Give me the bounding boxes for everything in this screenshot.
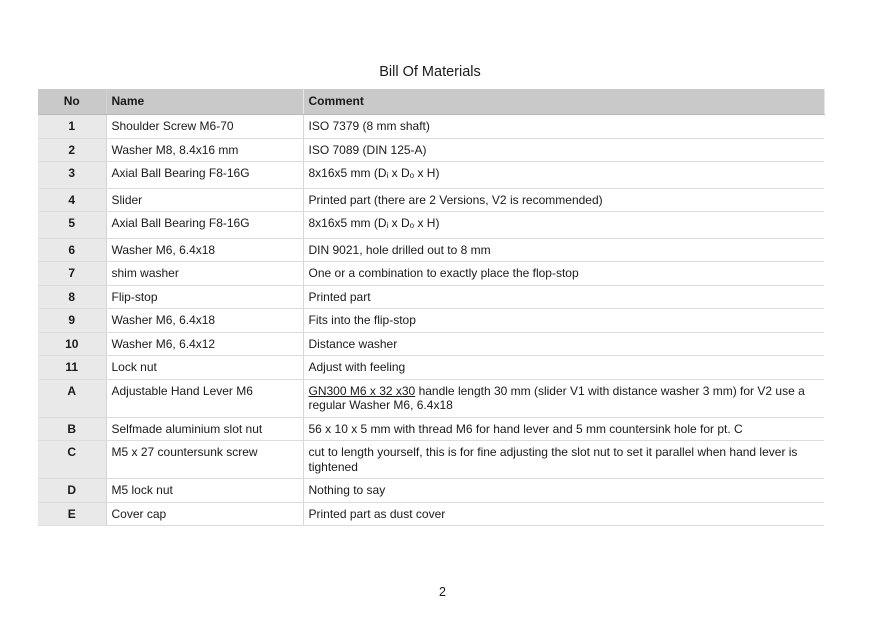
table-row — [38, 115, 824, 139]
comment-text: Distance washer — [308, 336, 398, 351]
item-comment — [303, 188, 824, 212]
comment-text: Fits into the flip-stop — [308, 313, 416, 327]
item-number: E — [38, 502, 106, 526]
comment-text: x D — [388, 216, 410, 230]
item-name: Shoulder Screw M6-70 — [106, 115, 303, 139]
table-row — [38, 502, 824, 526]
comment-text: Printed part as dust cover — [308, 506, 446, 521]
item-name: Washer M6, 6.4x12 — [106, 332, 303, 356]
item-number: 5 — [38, 212, 106, 239]
item-comment — [303, 238, 824, 262]
comment-text: One or a combination to exactly place the flop-stop — [308, 266, 579, 280]
item-comment — [303, 379, 824, 417]
item-name: M5 lock nut — [106, 479, 303, 503]
item-number: A — [38, 379, 106, 417]
comment-text: ISO 7089 (DIN 125-A) — [308, 142, 427, 157]
comment-text: x H) — [414, 216, 440, 230]
comment-text: cut to length yourself, this is for fine adjusting the slot nut to set it parallel when hand lever is tightened — [308, 445, 798, 474]
comment-text: DIN 9021, hole drilled out to 8 mm — [308, 242, 491, 257]
item-comment — [303, 285, 824, 309]
item-number: D — [38, 479, 106, 503]
item-comment — [303, 115, 824, 139]
header-row — [38, 89, 824, 115]
item-name: Slider — [106, 188, 303, 212]
item-number: B — [38, 417, 106, 441]
column-header-no: No — [38, 89, 106, 115]
table-row — [38, 379, 824, 417]
comment-text: 8x16x5 mm (D — [308, 166, 387, 180]
comment-text: x H) — [414, 166, 440, 180]
item-number: 9 — [38, 309, 106, 333]
table-row — [38, 138, 824, 162]
item-number: 7 — [38, 262, 106, 286]
item-comment — [303, 502, 824, 526]
comment-text: Adjust with feeling — [308, 360, 406, 374]
item-name: Adjustable Hand Lever M6 — [106, 379, 303, 417]
comment-text: Nothing to say — [308, 483, 386, 497]
subscript-text: i — [386, 171, 389, 180]
table-row — [38, 417, 824, 441]
item-name: Lock nut — [106, 356, 303, 380]
table-row — [38, 285, 824, 309]
item-comment — [303, 332, 824, 356]
comment-text: ISO 7379 (8 mm shaft) — [308, 119, 430, 133]
item-name: Axial Ball Bearing F8-16G — [106, 212, 303, 239]
comment-text: handle length 30 mm (slider V1 with distance washer 3 mm) for V2 use a regular Washer M6, 6.4x18 — [308, 383, 805, 412]
item-number: C — [38, 441, 106, 479]
item-comment — [303, 356, 824, 380]
table-row — [38, 162, 824, 189]
comment-text: 8x16x5 mm (D — [308, 216, 387, 230]
item-name: Cover cap — [106, 502, 303, 526]
item-name: Selfmade aluminium slot nut — [106, 417, 303, 441]
table-row — [38, 479, 824, 503]
item-name: Washer M6, 6.4x18 — [106, 309, 303, 333]
item-number: 10 — [38, 332, 106, 356]
item-number: 3 — [38, 162, 106, 189]
subscript-text: o — [409, 171, 415, 180]
comment-text: Printed part (there are 2 Versions, V2 is recommended) — [308, 192, 603, 207]
item-comment — [303, 138, 824, 162]
item-comment — [303, 441, 824, 479]
item-comment — [303, 417, 824, 441]
subscript-text: i — [386, 221, 389, 230]
item-number: 8 — [38, 285, 106, 309]
table-row — [38, 332, 824, 356]
item-comment — [303, 262, 824, 286]
table-row — [38, 212, 824, 239]
item-name: M5 x 27 countersunk screw — [106, 441, 303, 479]
table-row — [38, 356, 824, 380]
item-number: 4 — [38, 188, 106, 212]
item-comment — [303, 309, 824, 333]
subscript-text: o — [409, 221, 415, 230]
column-header-comment: Comment — [303, 89, 824, 115]
comment-text: Printed part — [308, 289, 371, 304]
table-row — [38, 262, 824, 286]
bill-of-materials-table — [38, 89, 825, 526]
item-name: Axial Ball Bearing F8-16G — [106, 162, 303, 189]
item-comment — [303, 479, 824, 503]
comment-text: 56 x 10 x 5 mm with thread M6 for hand lever and 5 mm countersink hole for pt. C — [308, 421, 743, 436]
table-row — [38, 441, 824, 479]
column-header-name: Name — [106, 89, 303, 115]
document-title: Bill Of Materials — [379, 64, 481, 80]
table-header — [38, 89, 824, 115]
item-name: shim washer — [106, 262, 303, 286]
item-number: 11 — [38, 356, 106, 380]
item-comment — [303, 162, 824, 189]
page-number: 2 — [439, 585, 446, 599]
table-row — [38, 238, 824, 262]
item-number: 2 — [38, 138, 106, 162]
part-number-link[interactable]: GN300 M6 x 32 x30 — [308, 383, 416, 398]
item-name: Flip-stop — [106, 285, 303, 309]
table-body — [38, 115, 824, 526]
item-number: 6 — [38, 238, 106, 262]
item-number: 1 — [38, 115, 106, 139]
item-comment — [303, 212, 824, 239]
item-name: Washer M8, 8.4x16 mm — [106, 138, 303, 162]
comment-text: x D — [388, 166, 410, 180]
table-row — [38, 188, 824, 212]
item-name: Washer M6, 6.4x18 — [106, 238, 303, 262]
table-row — [38, 309, 824, 333]
